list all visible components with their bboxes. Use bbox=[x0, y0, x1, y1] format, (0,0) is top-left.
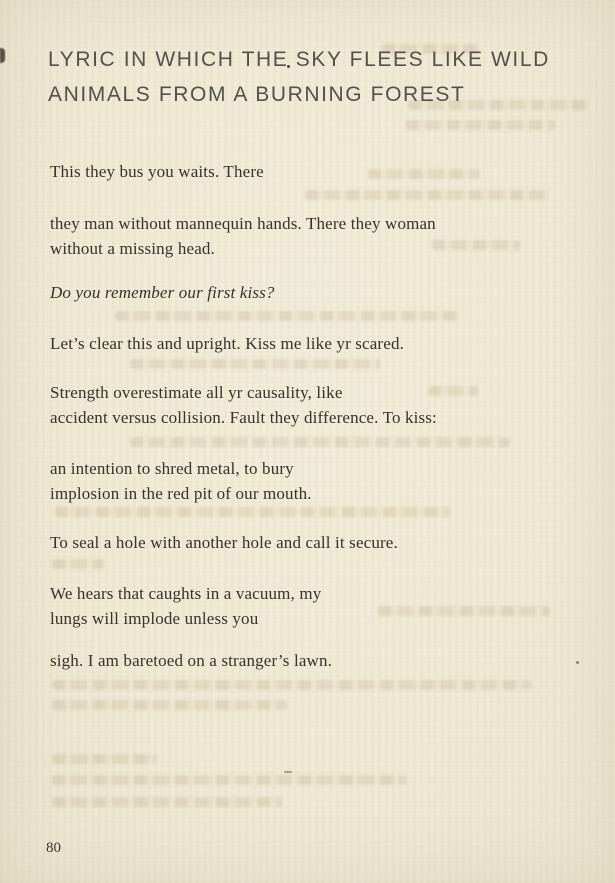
bleedthrough-text-line bbox=[52, 680, 532, 690]
stanza bbox=[50, 281, 550, 306]
poem-line: without a missing head. bbox=[50, 238, 215, 258]
poem-line: Let’s clear this and upright. Kiss me like yr scared. bbox=[50, 334, 404, 353]
bleedthrough-text-line bbox=[115, 311, 460, 321]
stanza bbox=[50, 457, 550, 506]
stanza bbox=[50, 649, 550, 674]
poem-line: sigh. I am baretoed on a stranger’s lawn. bbox=[50, 651, 333, 670]
bleedthrough-text-line bbox=[406, 120, 556, 130]
poem-line: an intention to shred metal, to bury bbox=[50, 459, 294, 478]
poem-line: This they bus you waits. There bbox=[50, 162, 264, 181]
bleedthrough-text-line bbox=[55, 507, 450, 517]
stanza bbox=[50, 582, 550, 631]
poem-line: Do you remember our first kiss? bbox=[50, 283, 275, 302]
bleedthrough-text-line bbox=[52, 700, 287, 710]
bleedthrough-text-line bbox=[52, 775, 407, 785]
bleedthrough-text-line bbox=[305, 190, 550, 200]
poem-line: implosion in the red pit of our mouth. bbox=[50, 483, 312, 503]
ink-speck bbox=[576, 661, 579, 664]
bleedthrough-text-line bbox=[52, 559, 104, 569]
ink-speck bbox=[284, 771, 292, 773]
poem-line: they man without mannequin hands. There they woman bbox=[50, 214, 436, 233]
page-number: 80 bbox=[46, 840, 61, 856]
poem-line: To seal a hole with another hole and call it secure. bbox=[50, 533, 398, 552]
poem-line: lungs will implode unless you bbox=[50, 608, 259, 628]
stanza bbox=[50, 332, 550, 357]
poem-title-line-1: LYRIC IN WHICH THE SKY FLEES LIKE WILD bbox=[48, 48, 550, 71]
stanza bbox=[50, 160, 550, 185]
bleedthrough-text-line bbox=[130, 359, 380, 369]
poem-line: accident versus collision. Fault they difference. To kiss: bbox=[50, 407, 437, 427]
bleedthrough-text-line bbox=[130, 437, 510, 447]
poem-line: Strength overestimate all yr causality, like bbox=[50, 383, 343, 402]
bleedthrough-text-line bbox=[52, 754, 157, 764]
scan-edge-mark bbox=[0, 48, 5, 63]
bleedthrough-text-line bbox=[52, 797, 282, 807]
stanza bbox=[50, 212, 550, 261]
poem-line: We hears that caughts in a vacuum, my bbox=[50, 584, 322, 603]
stanza bbox=[50, 381, 550, 430]
stanza bbox=[50, 531, 550, 556]
poem-title bbox=[48, 42, 550, 112]
poem-title-line-2: ANIMALS FROM A BURNING FOREST bbox=[48, 83, 466, 106]
